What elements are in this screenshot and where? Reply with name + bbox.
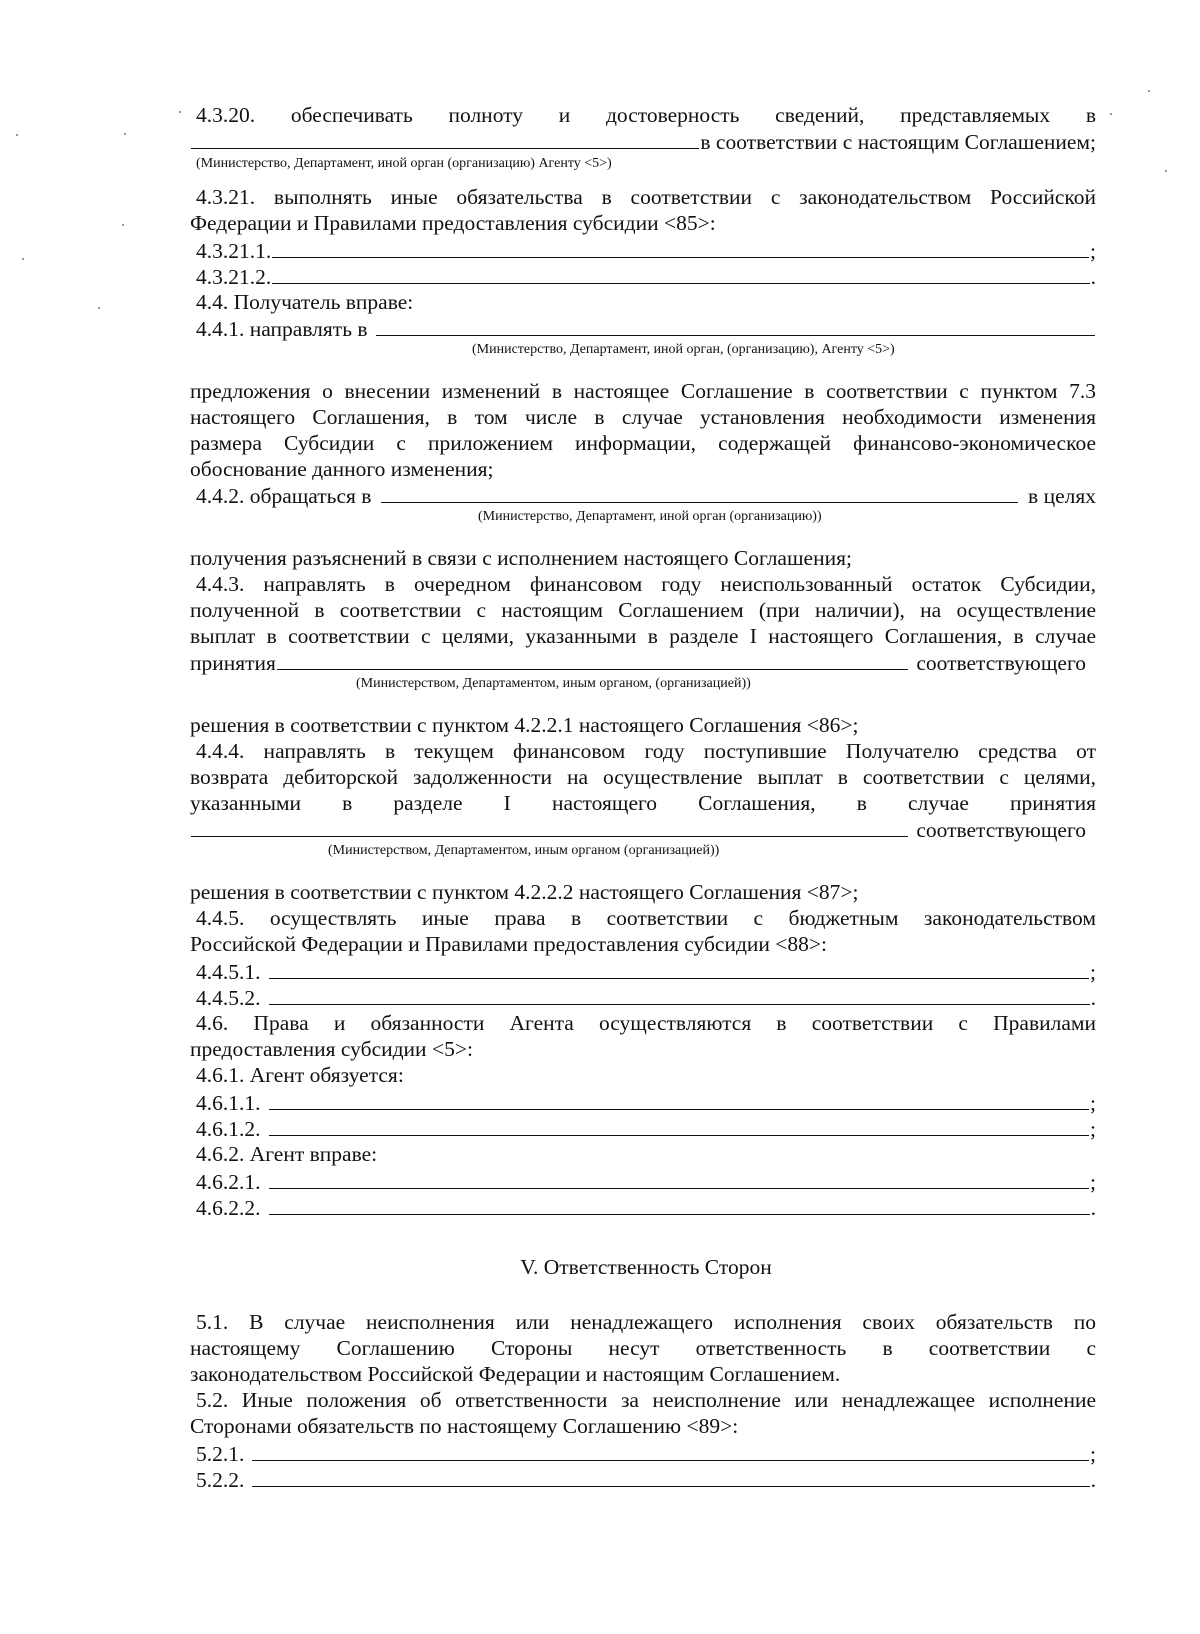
clause-5-2-2 [196,1465,1096,1493]
clause-4-4-1-text-3: размера Субсидии с приложением информации, содержащей финансово-экономическое [190,431,1096,455]
item-tail: соответствующего [916,818,1086,842]
item-label: 4.6.2.2. [196,1196,261,1220]
clause-4-3-20-line2 [190,127,1096,155]
item-label: 4.4.5.1. [196,960,261,984]
clause-4-4-2-text: получения разъяснений в связи с исполнением настоящего Соглашения; [190,546,852,570]
clause-4-3-21-line1: 4.3.21. выполнять иные обязательства в соответствии с законодательством Российской [196,185,1096,209]
blank-line [269,1088,1090,1110]
clause-4-4-title: 4.4. Получатель вправе: [196,290,414,314]
clause-4-6-1-title: 4.6.1. Агент обязуется: [196,1063,404,1087]
item-end: . [1090,1468,1096,1492]
clause-4-6-2-1 [196,1167,1096,1195]
scan-speck [122,224,124,226]
clause-4-6-1-2 [196,1114,1096,1142]
item-label: 5.2.2. [196,1468,245,1492]
blank-line [252,1465,1089,1487]
blank-line [269,1114,1090,1136]
item-end: ; [1090,1117,1096,1141]
blank-line [277,648,908,670]
item-label: 4.6.1.2. [196,1117,261,1141]
blank-line [191,815,908,837]
clause-4-4-3-text-3: выплат в соответствии с целями, указанными в разделе I настоящего Соглашения, в случае [190,624,1096,648]
item-label: 4.6.1.1. [196,1091,261,1115]
clause-4-4-1-text-4: обоснование данного изменения; [190,457,494,481]
clause-4-3-21-1 [196,236,1096,264]
item-end: ; [1090,1091,1096,1115]
clause-4-4-3-end: решения в соответствии с пунктом 4.2.2.1 настоящего Соглашения <86>; [190,713,859,737]
clause-4-3-20-tail: в соответствии с настоящим Соглашением; [700,130,1096,154]
clause-4-4-5-text-1: 4.4.5. осуществлять иные права в соответствии с бюджетным законодательством [196,906,1096,930]
clause-5-2-text-2: Сторонами обязательств по настоящему Соглашению <89>: [190,1414,739,1438]
clause-4-4-4-text-3: указанными в разделе I настоящего Соглашения, в случае принятия [190,791,1096,815]
clause-4-6-2-title: 4.6.2. Агент вправе: [196,1142,378,1166]
scan-speck [1110,113,1112,115]
clause-4-4-1-line [196,314,1096,342]
item-label: 4.3.21.1. [196,239,272,263]
clause-4-4-4-note: (Министерством, Департаментом, иным органом (организацией)) [328,843,720,858]
clause-4-4-4-text-1: 4.4.4. направлять в текущем финансовом году поступившие Получателю средства от [196,739,1096,763]
item-end: . [1090,986,1096,1010]
item-end: ; [1090,1442,1096,1466]
item-tail: соответствующего [916,651,1086,675]
clause-4-3-20-note: (Министерство, Департамент, иной орган (организацию) Агенту <5>) [196,156,612,171]
clause-4-6-2-2 [196,1193,1096,1221]
scan-speck [22,258,24,260]
clause-4-4-1-note: (Министерство, Департамент, иной орган, (организацию), Агенту <5>) [472,342,895,357]
clause-4-4-2-line [196,481,1096,509]
item-tail: в целях [1028,484,1096,508]
scan-speck [98,307,100,309]
blank-line [376,314,1095,336]
blank-line [269,957,1090,979]
item-end: ; [1090,960,1096,984]
item-label: принятия [190,651,276,675]
clause-4-4-4-end: решения в соответствии с пунктом 4.2.2.2 настоящего Соглашения <87>; [190,880,859,904]
clause-5-2-text-1: 5.2. Иные положения об ответственности за неисполнение или ненадлежащее исполнение [196,1388,1096,1412]
clause-4-3-21-line2: Федерации и Правилами предоставления субсидии <85>: [190,211,716,235]
scan-speck [179,111,181,113]
clause-4-4-2-note: (Министерство, Департамент, иной орган (организацию)) [478,509,822,524]
blank-line [252,1439,1089,1461]
blank-line [269,1193,1090,1215]
scan-speck [1148,90,1150,92]
item-label: 4.6.2.1. [196,1170,261,1194]
section-5-heading: V. Ответственность Сторон [520,1255,772,1279]
clause-4-4-3-text-2: полученной в соответствии с настоящим Соглашением (при наличии), на осуществление [190,598,1096,622]
clause-4-4-3-text-1: 4.4.3. направлять в очередном финансовом году неиспользованный остаток Субсидии, [196,572,1096,596]
clause-4-4-1-text-2: настоящего Соглашения, в том числе в случае установления необходимости изменения [190,405,1096,429]
scan-speck [16,134,18,136]
clause-4-6-1-1 [196,1088,1096,1116]
clause-4-4-4-text-2: возврата дебиторской задолженности на осуществление выплат в соответствии с целями, [190,765,1096,789]
item-label: 4.4.2. обращаться в [196,484,372,508]
clause-4-3-21-2 [196,262,1096,290]
clause-5-1-text-3: законодательством Российской Федерации и настоящим Соглашением. [190,1362,841,1386]
blank-line [272,262,1089,284]
clause-4-4-3-note: (Министерством, Департаментом, иным органом, (организацией)) [356,676,751,691]
blank-line [191,127,699,149]
clause-4-4-5-text-2: Российской Федерации и Правилами предоставления субсидии <88>: [190,932,828,956]
scan-speck [124,133,126,135]
clause-4-4-5-2 [196,983,1096,1011]
clause-4-6-text-1: 4.6. Права и обязанности Агента осуществляются в соответствии с Правилами [196,1011,1096,1035]
blank-line [381,481,1018,503]
clause-5-1-text-2: настоящему Соглашению Стороны несут ответственность в соответствии с [190,1336,1096,1360]
clause-4-4-5-1 [196,957,1096,985]
clause-5-1-text-1: 5.1. В случае неисполнения или ненадлежащего исполнения своих обязательств по [196,1310,1096,1334]
scan-speck [1165,170,1167,172]
clause-4-4-1-text-1: предложения о внесении изменений в настоящее Соглашение в соответствии с пунктом 7.3 [190,379,1096,403]
item-end: ; [1090,239,1096,263]
blank-line [272,236,1089,258]
clause-4-4-4-line [190,815,1086,843]
item-label: 4.4.5.2. [196,986,261,1010]
clause-5-2-1 [196,1439,1096,1467]
blank-line [269,983,1090,1005]
clause-4-6-text-2: предоставления субсидии <5>: [190,1037,473,1061]
clause-4-3-20-line1: 4.3.20. обеспечивать полноту и достоверность сведений, представляемых в [196,103,1096,127]
item-label: 5.2.1. [196,1442,245,1466]
item-end: . [1090,1196,1096,1220]
blank-line [269,1167,1090,1189]
item-end: ; [1090,1170,1096,1194]
item-label: 4.3.21.2. [196,265,272,289]
item-end: . [1090,265,1096,289]
item-label: 4.4.1. направлять в [196,317,368,341]
clause-4-4-3-line [190,648,1086,676]
